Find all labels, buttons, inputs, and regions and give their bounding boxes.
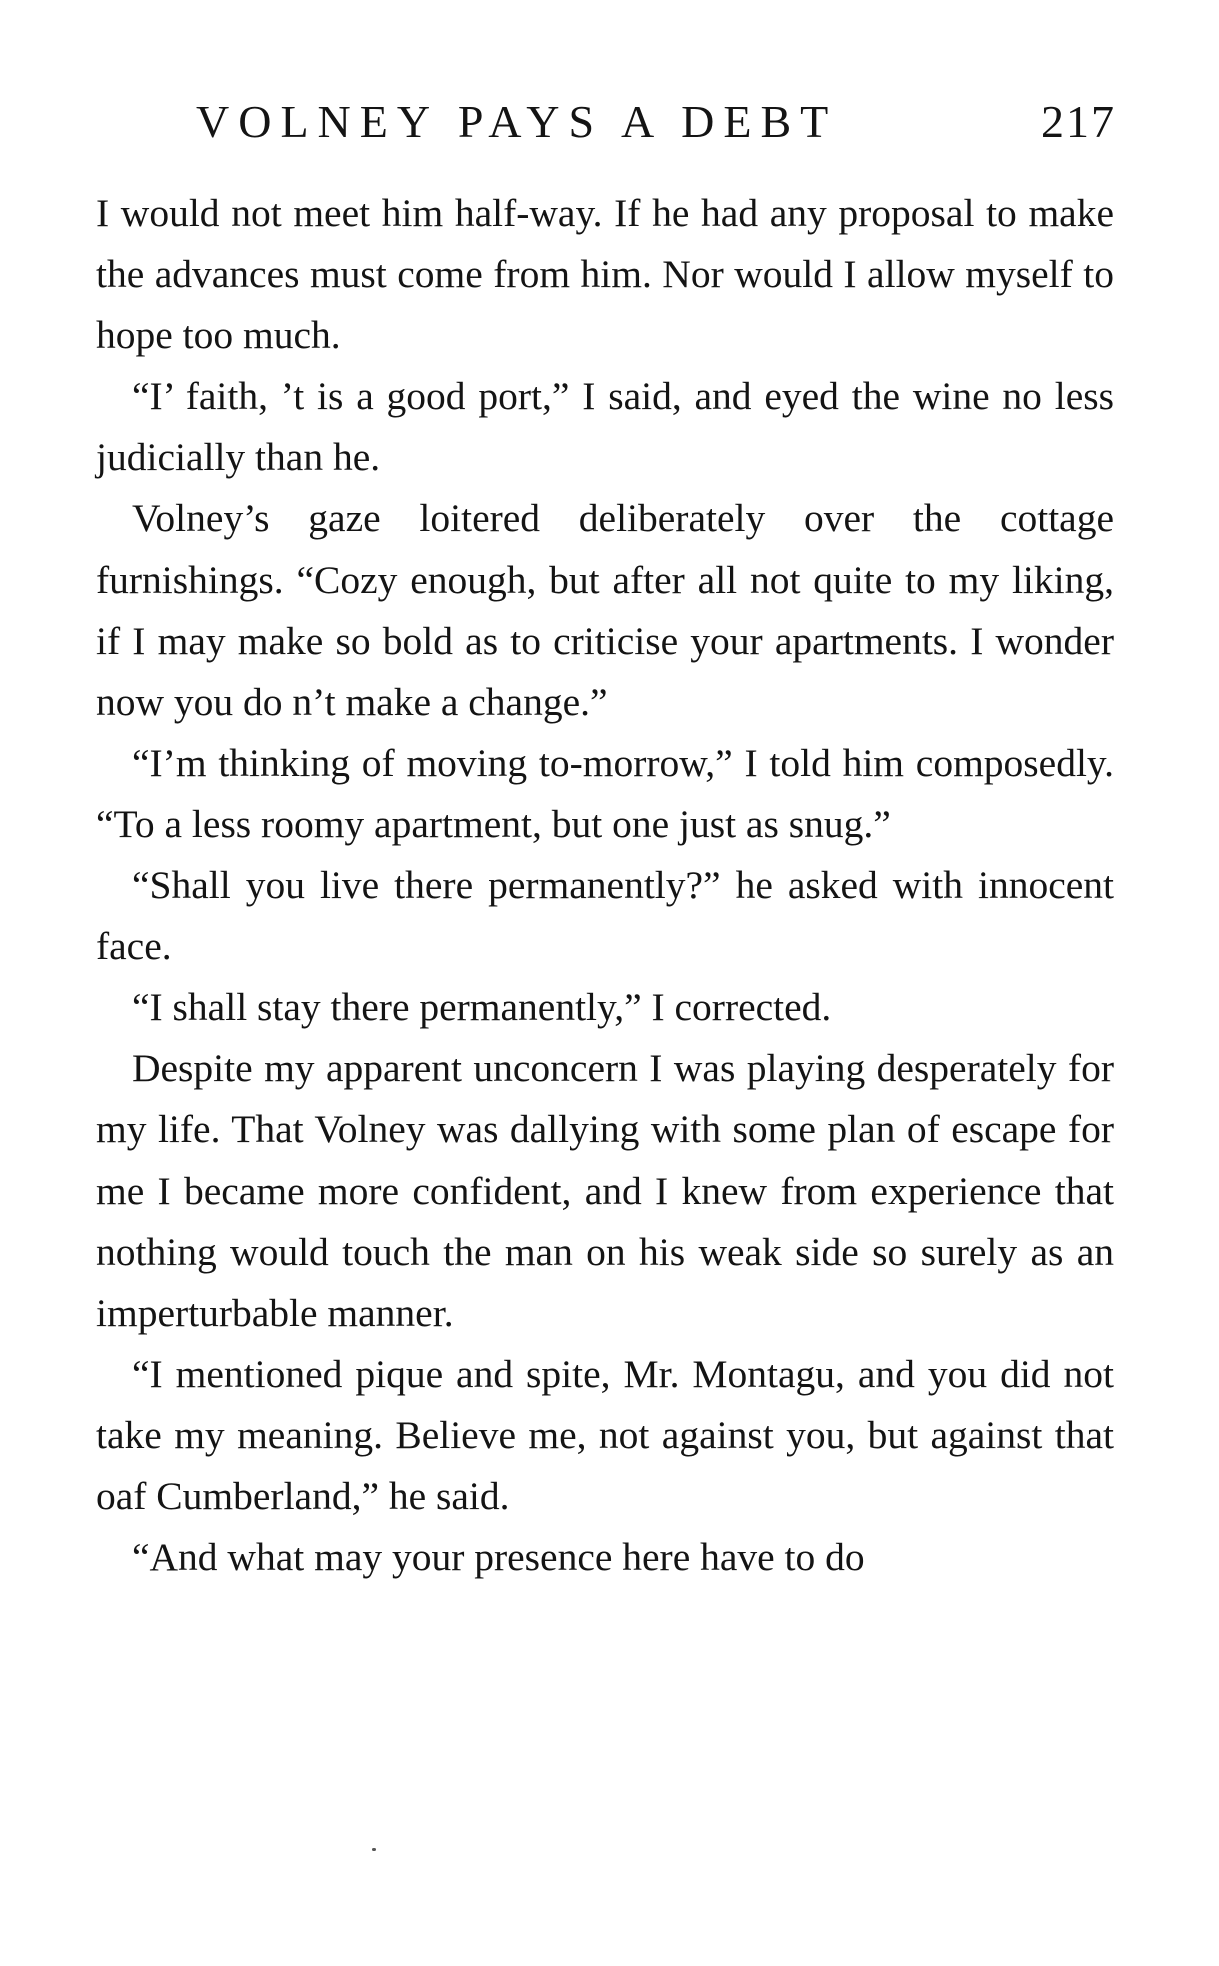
paragraph: “I mentioned pique and spite, Mr. Montagu, and you did not take my meaning. Believe me, not against you, but against that oaf Cumberland,” he said. (96, 1351, 1114, 1518)
paragraph: Volney’s gaze loitered deliberately over the cottage furnishings. “Cozy enough, but after all not quite to my liking, if I may make so bold as to criticise your apartments. I wonder now you do n’t make a change.” (96, 496, 1114, 724)
paragraph: “And what may your presence here have to do (132, 1535, 865, 1580)
paragraph: I would not meet him half-way. If he had any proposal to make the advances must come from him. Nor would I allow myself to hope too much. (96, 191, 1114, 358)
running-title: VOLNEY PAYS A DEBT (196, 96, 838, 147)
paragraph: “I shall stay there permanently,” I corrected. (132, 985, 832, 1030)
paragraph: “Shall you live there permanently?” he asked with innocent face. (96, 863, 1114, 969)
print-speck (372, 1848, 376, 1851)
paragraph: Despite my apparent unconcern I was playing desperately for my life. That Volney was dallying with some plan of escape for me I became more confident, and I knew from experience that nothing would touch the man on his weak side so surely as an imperturbable manner. (96, 1046, 1114, 1335)
page-number: 217 (1041, 96, 1116, 147)
body-text (96, 183, 1114, 1588)
paragraph: “I’m thinking of moving to-morrow,” I told him composedly. “To a less roomy apartment, but one just as snug.” (96, 740, 1114, 846)
paragraph: “I’ faith, ’t is a good port,” I said, and eyed the wine no less judicially than he. (96, 374, 1114, 480)
running-header (196, 92, 1116, 152)
